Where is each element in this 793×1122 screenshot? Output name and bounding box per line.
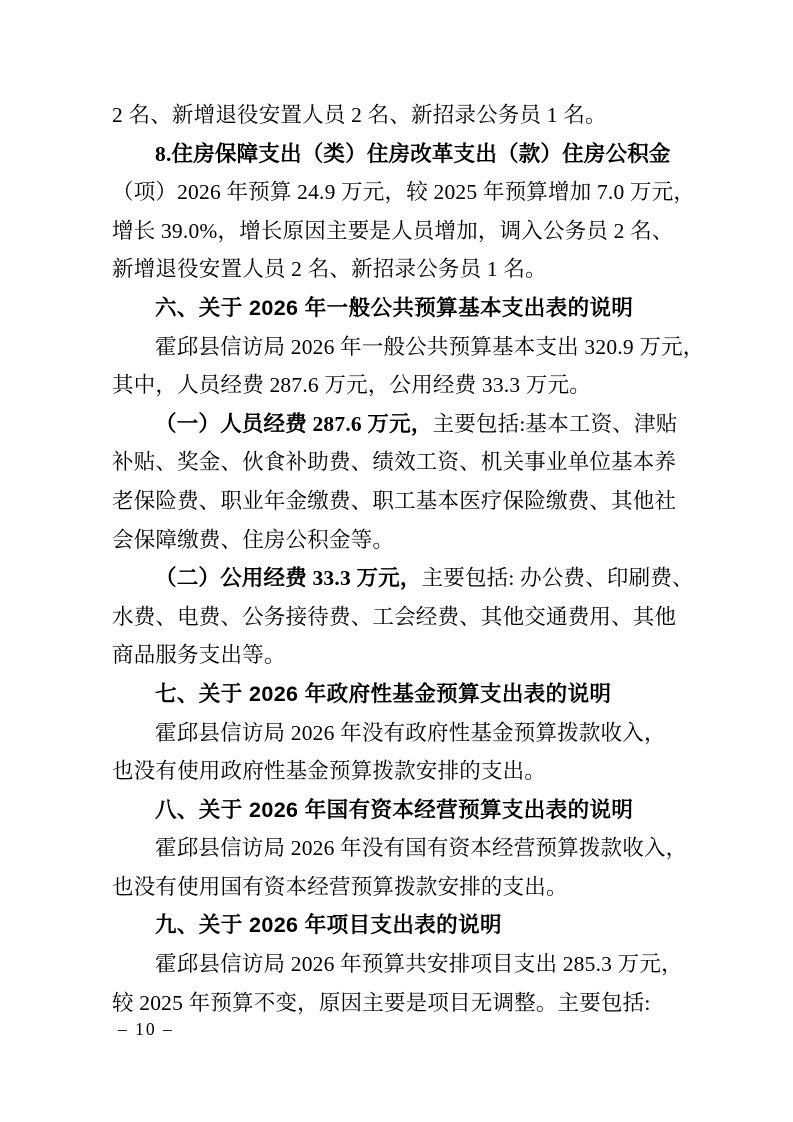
text-run: 其中，人员经费 287.6 万元，公用经费 33.3 万元。 bbox=[112, 373, 592, 398]
section-heading bbox=[112, 289, 684, 328]
text-run: 主要包括:基本工资、津贴 bbox=[432, 411, 678, 436]
text-run: （一）人员经费 287.6 万元， bbox=[155, 411, 433, 436]
text-line bbox=[112, 752, 684, 791]
text-line bbox=[112, 366, 684, 405]
text-run: 水费、电费、公务接待费、工会经费、其他交通费用、其他 bbox=[112, 604, 677, 629]
text-line bbox=[112, 328, 705, 367]
section-heading bbox=[112, 675, 684, 714]
text-run: 会保障缴费、住房公积金等。 bbox=[112, 527, 395, 552]
text-line bbox=[112, 559, 694, 598]
text-line bbox=[112, 984, 684, 1023]
text-line bbox=[112, 135, 684, 174]
text-line bbox=[112, 212, 684, 251]
text-line bbox=[112, 598, 684, 637]
text-line bbox=[112, 829, 688, 868]
text-line bbox=[112, 482, 684, 521]
text-run: 霍邱县信访局 2026 年预算共安排项目支出 285.3 万元， bbox=[155, 952, 683, 977]
text-run: 新增退役安置人员 2 名、新招录公务员 1 名。 bbox=[112, 257, 547, 282]
text-run: 增长 39.0%，增长原因主要是人员增加，调入公务员 2 名、 bbox=[112, 218, 674, 243]
document-body bbox=[112, 96, 705, 1022]
text-run: 霍邱县信访局 2026 年没有国有资本经营预算拨款收入， bbox=[155, 836, 688, 861]
text-run: 商品服务支出等。 bbox=[112, 643, 286, 668]
text-run: 较 2025 年预算不变，原因主要是项目无调整。主要包括: bbox=[112, 990, 651, 1015]
section-heading bbox=[112, 906, 684, 945]
text-line bbox=[112, 868, 684, 907]
text-run: 补贴、奖金、伙食补助费、绩效工资、机关事业单位基本养 bbox=[112, 450, 677, 475]
text-line bbox=[112, 443, 684, 482]
text-run: 主要包括: 办公费、印刷费、 bbox=[421, 566, 694, 591]
text-run: 八、关于 2026 年国有资本经营预算支出表的说明 bbox=[155, 797, 634, 822]
text-run: 2 名、新增退役安置人员 2 名、新招录公务员 1 名。 bbox=[112, 103, 607, 127]
text-run: 霍邱县信访局 2026 年没有政府性基金预算拨款收入， bbox=[155, 720, 666, 745]
text-line bbox=[112, 405, 684, 444]
text-line bbox=[112, 521, 684, 560]
text-line bbox=[112, 945, 684, 984]
text-run: 霍邱县信访局 2026 年一般公共预算基本支出 320.9 万元， bbox=[155, 334, 705, 359]
page-number: – 10 – bbox=[118, 1019, 174, 1039]
section-heading bbox=[112, 791, 684, 830]
text-run: 九、关于 2026 年项目支出表的说明 bbox=[155, 913, 502, 938]
text-run: （二）公用经费 33.3 万元， bbox=[155, 566, 422, 591]
text-run: （项）2026 年预算 24.9 万元，较 2025 年预算增加 7.0 万元， bbox=[112, 180, 696, 205]
text-line bbox=[112, 636, 684, 675]
text-run: 也没有使用政府性基金预算拨款安排的支出。 bbox=[112, 759, 547, 784]
text-line bbox=[112, 714, 684, 753]
text-line bbox=[112, 173, 696, 212]
text-run: 也没有使用国有资本经营预算拨款安排的支出。 bbox=[112, 874, 568, 899]
text-run: 8.住房保障支出（类）住房改革支出（款）住房公积金 bbox=[155, 141, 671, 166]
text-line bbox=[112, 250, 684, 289]
text-line bbox=[112, 96, 684, 135]
text-run: 七、关于 2026 年政府性基金预算支出表的说明 bbox=[155, 681, 612, 706]
text-run: 老保险费、职业年金缴费、职工基本医疗保险缴费、其他社 bbox=[112, 488, 677, 513]
text-run: 六、关于 2026 年一般公共预算基本支出表的说明 bbox=[155, 295, 634, 320]
